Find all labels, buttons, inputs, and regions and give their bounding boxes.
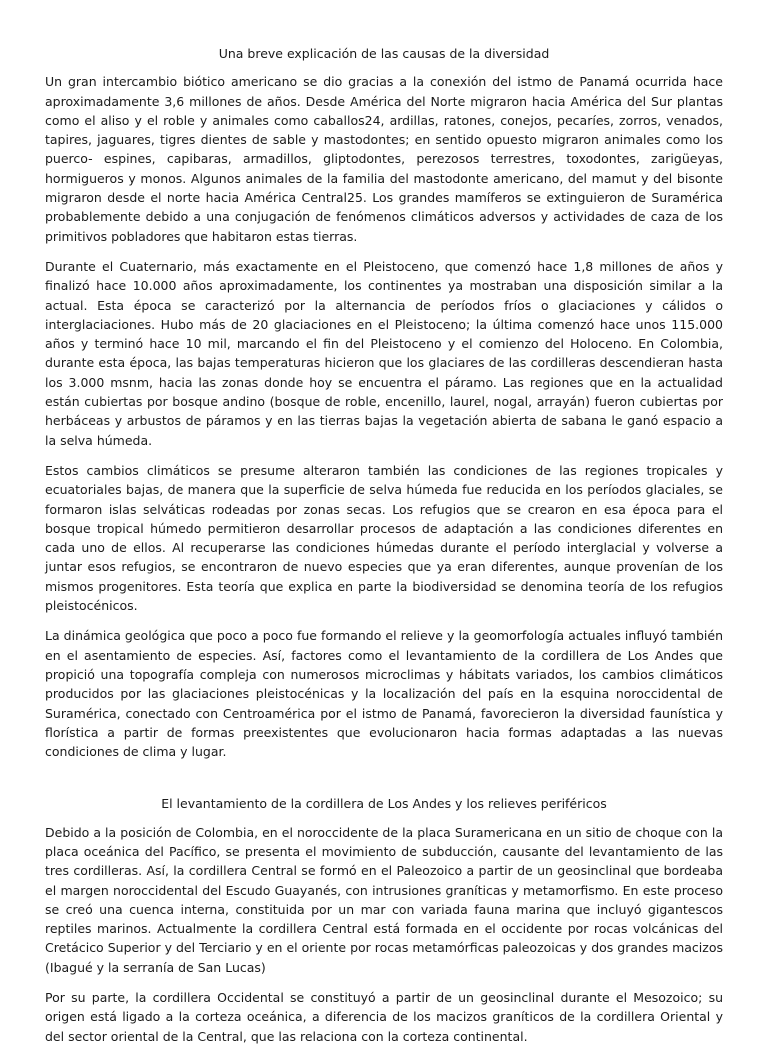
document-page	[45, 44, 723, 1057]
paragraph-pleistocene: Durante el Cuaternario, más exactamente en el Pleistoceno, que comenzó hace 1,8 millones de años y finalizó hace 10.000 años aproximadamente, los continentes ya mostraban una disposición similar a la actual. Esta época se caracterizó por la alternancia de períodos fríos o glaciaciones y cálidos o interglaciaciones. Hubo más de 20 glaciaciones en el Pleistoceno; la última comenzó hace unos 115.000 años y terminó hace 10 mil, marcando el fin del Pleistoceno y el comienzo del Holoceno. En Colombia, durante esta época, las bajas temperaturas hicieron que los glaciares de las cordilleras descendieran hasta los 3.000 msnm, hacia las zonas donde hoy se encuentra el páramo. Las regiones que en la actualidad están cubiertas por bosque andino (bosque de roble, encenillo, laurel, nogal, arrayán) fueron cubiertas por herbáceas y arbustos de páramos y en las tierras bajas la vegetación abierta de sabana le ganó espacio a la selva húmeda.	[45, 258, 723, 448]
paragraph-climate-refuges: Estos cambios climáticos se presume alteraron también las condiciones de las regiones tropicales y ecuatoriales bajas, de manera que la superficie de selva húmeda fue reducida en los períodos glaciales, se formaron islas selváticas rodeadas por zonas secas. Los refugios que se crearon en esa época para el bosque tropical húmedo permitieron desarrollar procesos de adaptación a las condiciones diferentes en cada uno de ellos. Al recuperarse las condiciones húmedas durante el período interglacial y volverse a juntar esos refugios, se encontraron de nuevo especies que ya eran diferentes, aunque provenían de los mismos progenitores. Esta teoría que explica en parte la biodiversidad se denomina teoría de los refugios pleistocénicos.	[45, 462, 723, 614]
paragraph-western-cordillera: Por su parte, la cordillera Occidental se constituyó a partir de un geosinclinal durante el Mesozoico; su origen está ligado a la corteza oceánica, a diferencia de los macizos graníticos de la cordillera Oriental y del sector oriental de la Central, que las relaciona con la corteza continental.	[45, 990, 723, 1044]
section-title-andes: El levantamiento de la cordillera de Los Andes y los relieves periféricos	[161, 796, 607, 812]
section-title-diversity: Una breve explicación de las causas de la diversidad	[218, 46, 550, 61]
section-spacer	[45, 772, 723, 794]
paragraph-geological-dynamics: La dinámica geológica que poco a poco fue formando el relieve y la geomorfología actuales influyó también en el asentamiento de especies. Así, factores como el levantamiento de la cordillera de Los Andes que propició una topografía compleja con numerosos microclimas y hábitats variados, los cambios climáticos producidos por las glaciaciones pleistocénicas y la localización del país en la esquina noroccidental de Suramérica, conectado con Centroamérica por el istmo de Panamá, favorecieron la diversidad faunística y florística a partir de formas preexistentes que evolucionaron hacia formas adaptadas a las nuevas condiciones de clima y lugar.	[45, 628, 723, 760]
paragraph-central-cordillera: Debido a la posición de Colombia, en el noroccidente de la placa Suramericana en un sitio de choque con la placa oceánica del Pacífico, se presenta el movimiento de subducción, causante del levantamiento de las tres cordilleras. Así, la cordillera Central se formó en el Paleozoico a partir de un geosinclinal que bordeaba el margen noroccidental del Escudo Guayanés, con intrusiones graníticas y metamorfismo. En este proceso se creó una cuenca interna, constituida por un mar con variada fauna marina que incluyó gigantescos reptiles marinos. Actualmente la cordillera Central está formada en el occidente por rocas volcánicas del Cretácico Superior y del Terciario y en el oriente por rocas metamórficas paleozoicas y dos grandes macizos (Ibagué y la serranía de San Lucas)	[45, 824, 723, 975]
paragraph-biotic-exchange: Un gran intercambio biótico americano se dio gracias a la conexión del istmo de Panamá ocurrida hace aproximadamente 3,6 millones de años. Desde América del Norte migraron hacia América del Sur plantas como el aliso y el roble y animales como caballos24, ardillas, ratones, conejos, pecaríes, zorros, venados, tapires, jaguares, tigres dientes de sable y mastodontes; en sentido opuesto migraron animales como los puerco- espines, capibaras, armadillos, gliptodontes, perezosos terrestres, toxodontes, zarigüeyas, hormigueros y monos. Algunos animales de la familia del mastodonte americano, del mamut y del bisonte migraron desde el norte hacia América Central25. Los grandes mamíferos se extinguieron de Suramérica probablemente debido a una conjugación de fenómenos climáticos adversos y actividades de caza de los primitivos pobladores que habitaron estas tierras.	[45, 74, 723, 244]
